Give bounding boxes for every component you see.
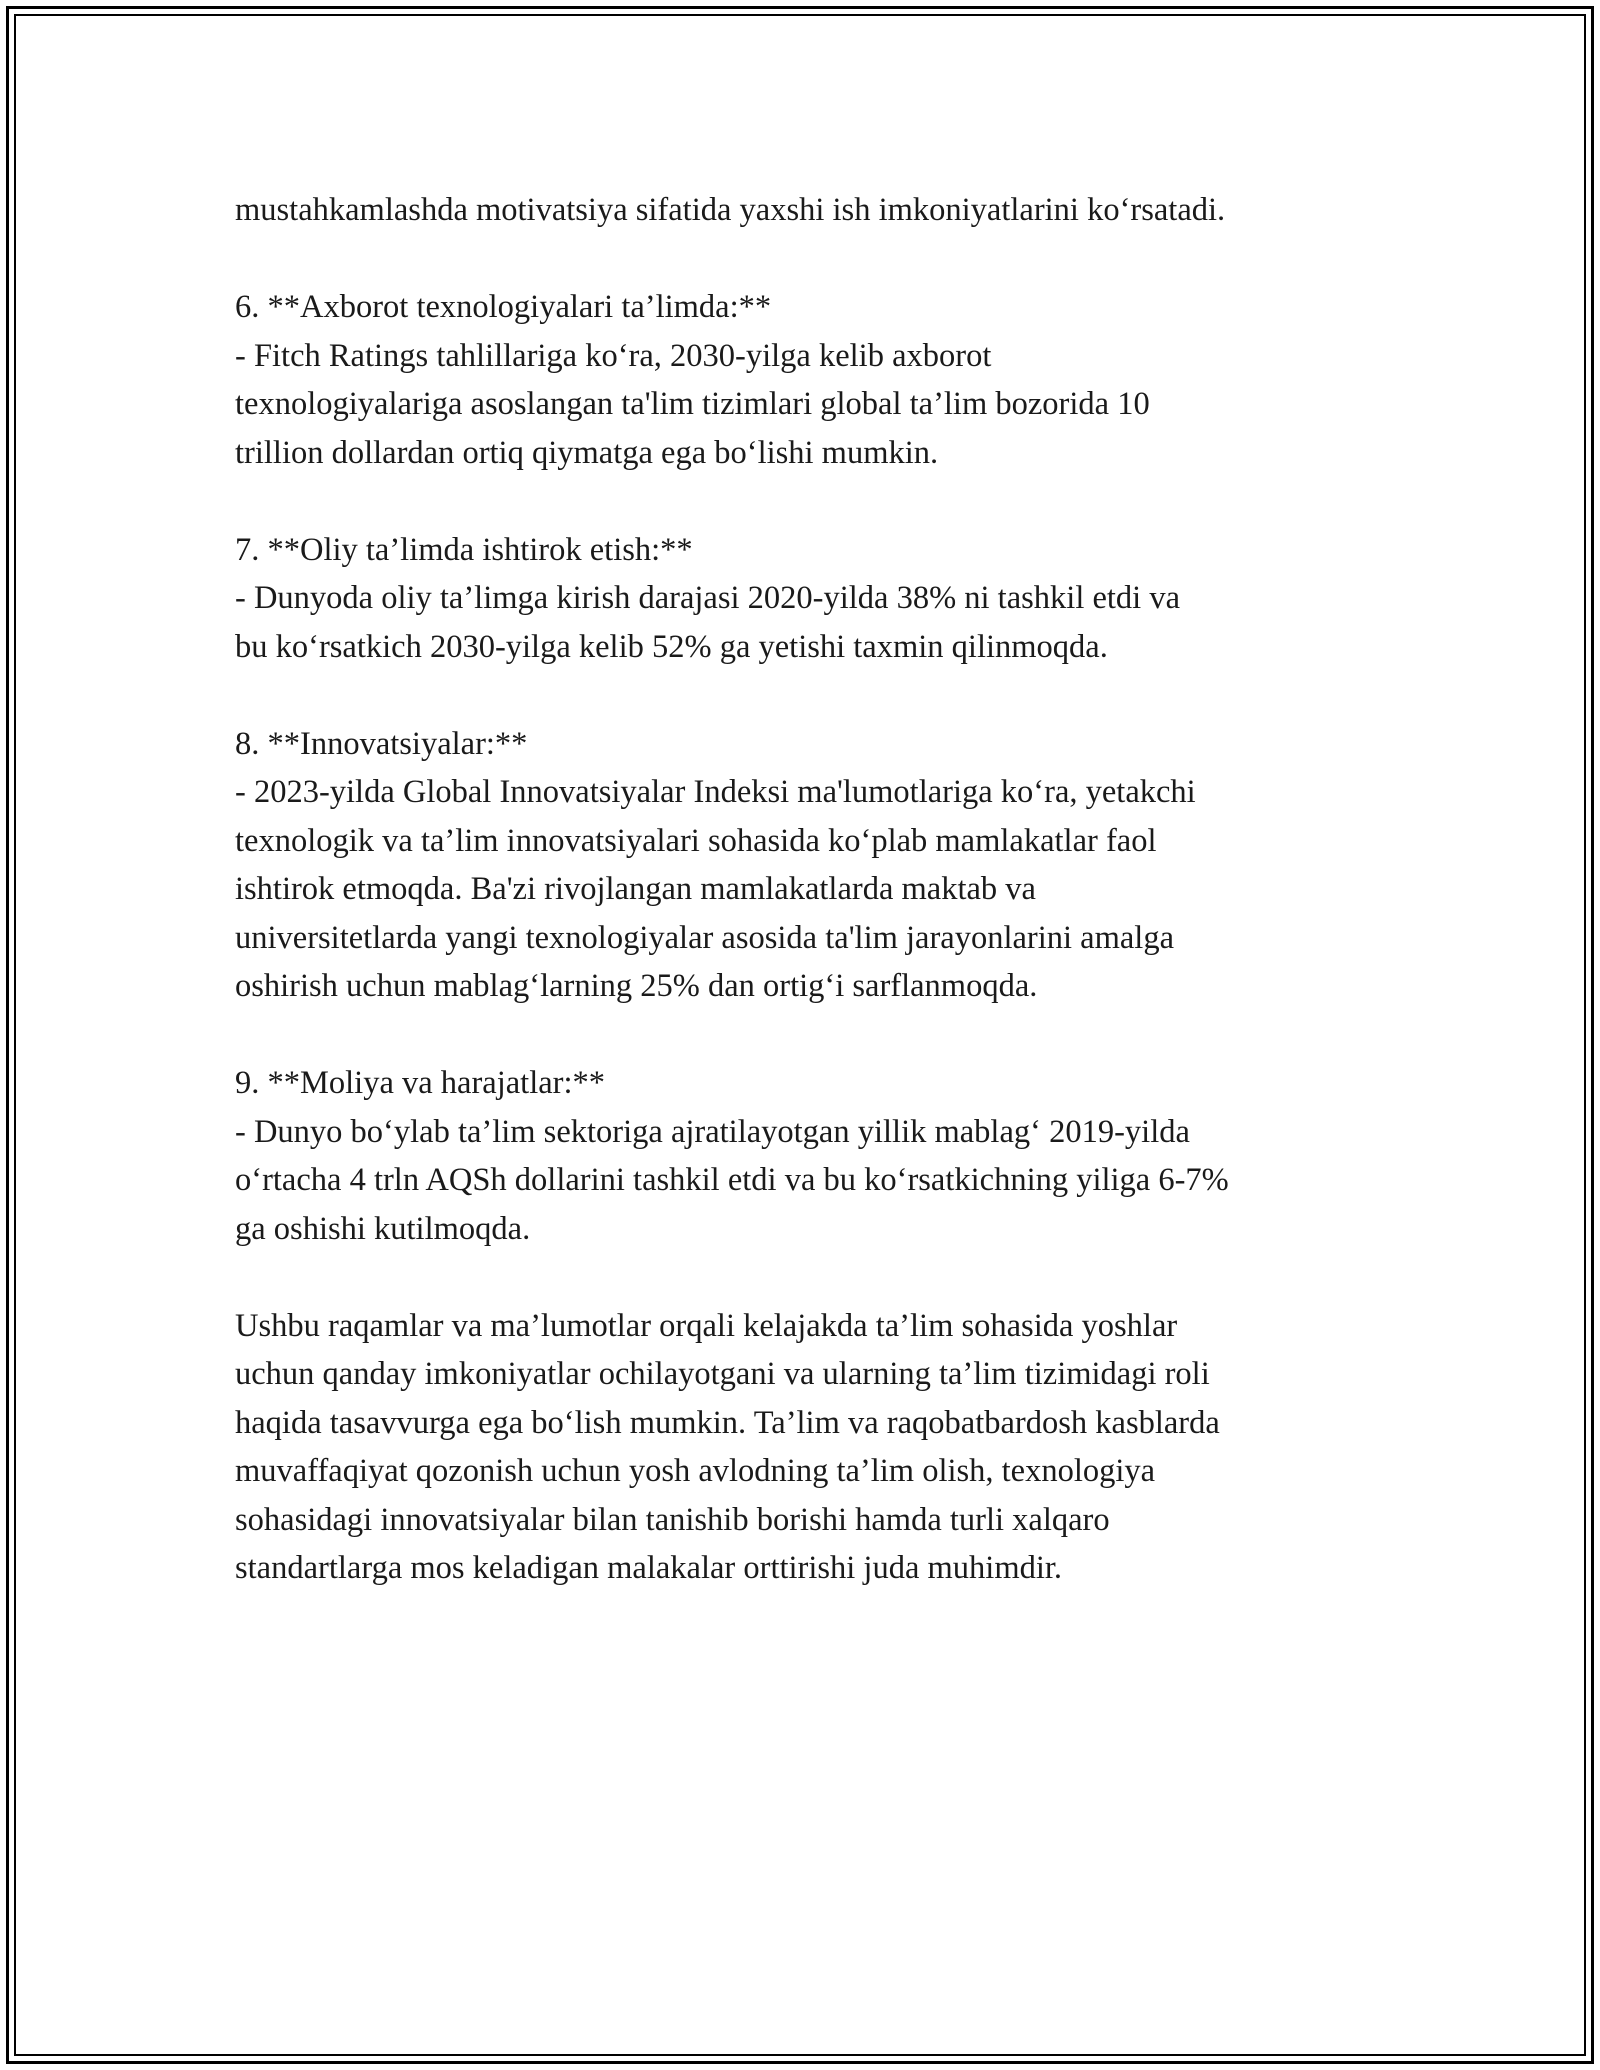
section-line: oshirish uchun mablag‘larning 25% dan ortig‘i sarflanmoqda.: [235, 968, 1038, 1004]
document-body: [235, 186, 1385, 1593]
section-line: - Dunyo bo‘ylab ta’lim sektoriga ajratilayotgan yillik mablag‘ 2019-yilda: [235, 1113, 1190, 1150]
conclusion-line: uchun qanday imkoniyatlar ochilayotgani va ularning ta’lim tizimidagi roli: [235, 1356, 1210, 1392]
intro-line: mustahkamlashda motivatsiya sifatida yaxshi ish imkoniyatlarini ko‘rsatadi.: [235, 192, 1226, 228]
section-line: - Dunyoda oliy ta’limga kirish darajasi 2020-yilda 38% ni tashkil etdi va: [235, 580, 1181, 616]
section-6: [235, 283, 1385, 477]
conclusion-line: sohasidagi innovatsiyalar bilan tanishib borishi hamda turli xalqaro: [235, 1501, 1110, 1538]
section-line: ga oshishi kutilmoqda.: [235, 1210, 531, 1247]
conclusion-line: standartlarga mos keladigan malakalar orttirishi juda muhimdir.: [235, 1550, 1063, 1586]
section-heading: 6. **Axborot texnologiyalari ta’limda:**: [235, 289, 772, 325]
section-line: texnologik va ta’lim innovatsiyalari sohasida ko‘plab mamlakatlar faol: [235, 822, 1157, 859]
conclusion-line: muvaffaqiyat qozonish uchun yosh avlodning ta’lim olish, texnologiya: [235, 1453, 1156, 1489]
conclusion-line: haqida tasavvurga ega bo‘lish mumkin. Ta’lim va raqobatbardosh kasblarda: [235, 1404, 1220, 1441]
section-line: universitetlarda yangi texnologiyalar asosida ta'lim jarayonlarini amalga: [235, 919, 1175, 956]
conclusion-paragraph: [235, 1302, 1385, 1593]
section-8: [235, 720, 1385, 1011]
section-line: texnologiyalariga asoslangan ta'lim tizimlari global ta’lim bozorida 10: [235, 386, 1150, 422]
section-heading: 9. **Moliya va harajatlar:**: [235, 1065, 606, 1101]
paragraph-gap: [235, 671, 1385, 720]
section-9: [235, 1059, 1385, 1253]
section-7: [235, 526, 1385, 672]
conclusion-line: Ushbu raqamlar va ma’lumotlar orqali kelajakda ta’lim sohasida yoshlar: [235, 1307, 1178, 1344]
section-line: trillion dollardan ortiq qiymatga ega bo‘lishi mumkin.: [235, 434, 939, 471]
section-line: bu ko‘rsatkich 2030-yilga kelib 52% ga yetishi taxmin qilinmoqda.: [235, 628, 1108, 665]
paragraph-gap: [235, 235, 1385, 284]
paragraph-gap: [235, 1011, 1385, 1060]
section-line: - 2023-yilda Global Innovatsiyalar Indeksi ma'lumotlariga ko‘ra, yetakchi: [235, 774, 1196, 810]
section-heading: 7. **Oliy ta’limda ishtirok etish:**: [235, 531, 693, 568]
paragraph-gap: [235, 477, 1385, 526]
section-line: - Fitch Ratings tahlillariga ko‘ra, 2030-yilga kelib axborot: [235, 337, 992, 374]
section-line: ishtirok etmoqda. Ba'zi rivojlangan mamlakatlarda maktab va: [235, 871, 1036, 907]
paragraph-gap: [235, 1253, 1385, 1302]
section-line: o‘rtacha 4 trln AQSh dollarini tashkil etdi va bu ko‘rsatkichning yiliga 6-7%: [235, 1162, 1229, 1198]
section-heading: 8. **Innovatsiyalar:**: [235, 725, 528, 762]
